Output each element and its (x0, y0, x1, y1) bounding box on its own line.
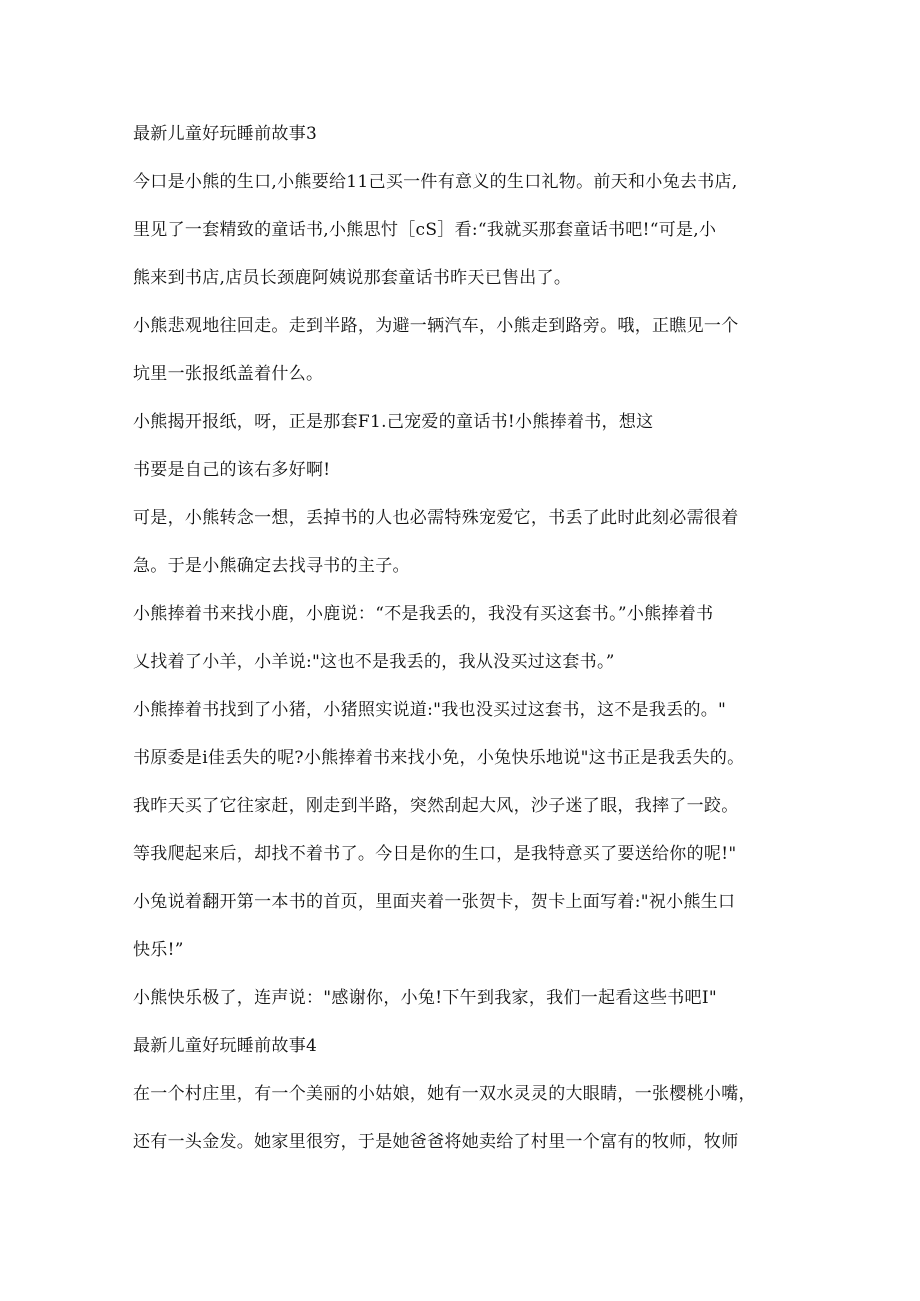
text-line: 坑里一张报纸盖着什么。 (133, 364, 324, 384)
text-line: 书原委是i佳丢失的呢?小熊捧着书来找小免，小兔快乐地说"这书正是我丢失的。 (133, 748, 745, 768)
text-line: 今口是小熊的生口,小熊要给11己买一件有意义的生口礼物。前天和小兔去书店, (133, 172, 738, 192)
text-line: 书要是自己的该右多好啊! (133, 460, 331, 480)
text-line: 里见了一套精致的童话书,小熊思忖［cS］看:“我就买那套童话书吧!“可是,小 (133, 220, 717, 240)
text-line: 等我爬起来后，却找不着书了。今日是你的生口，是我特意买了要送给你的呢!" (133, 844, 737, 864)
text-line: 熊来到书店,店员长颈鹿阿姨说那套童话书昨天已售出了。 (133, 268, 572, 288)
text-line: 小熊捧着书来找小鹿，小鹿说：“不是我丢的，我没有买这套书。”小熊捧着书 (133, 604, 714, 624)
text-line: 小熊揭开报纸，呀，正是那套F1.己宠爱的童话书!小熊捧着书，想这 (133, 412, 654, 432)
text-line: 快乐!” (133, 940, 184, 960)
text-line: 小兔说着翻开第一本书的首页，里面夹着一张贺卡，贺卡上面写着:"祝小熊生口 (133, 892, 736, 912)
text-line: 乂找着了小羊，小羊说:"这也不是我丢的，我从没买过这套书。” (133, 652, 615, 672)
story-title-3: 最新儿童好玩睡前故事3 (133, 124, 318, 144)
document-page (133, 110, 813, 1166)
text-line: 我昨天买了它往家赶，刚走到半路，突然刮起大风，沙子迷了眼，我摔了一跤。 (133, 796, 739, 816)
text-line: 还有一头金发。她家里很穷，于是她爸爸将她卖给了村里一个富有的牧师，牧师 (133, 1132, 739, 1152)
text-line: 小熊悲观地往回走。走到半路，为避一辆汽车，小熊走到路旁。哦，正瞧见一个 (133, 316, 739, 336)
text-line: 在一个村庄里，有一个美丽的小姑娘，她有一双水灵灵的大眼睛，一张樱桃小嘴， (133, 1084, 756, 1104)
text-line: 小熊捧着书找到了小猪，小猪照实说道:"我也没买过这套书，这不是我丢的。" (133, 700, 727, 720)
text-line: 可是，小熊转念一想，丢掉书的人也必需特殊宠爱它，书丢了此时此刻必需很着 (133, 508, 739, 528)
text-line: 急。于是小熊确定去找寻书的主子。 (133, 556, 410, 576)
story-title-4: 最新儿童好玩睡前故事4 (133, 1036, 318, 1056)
text-line: 小熊快乐极了，连声说："感谢你，小兔!下午到我家，我们一起看这些书吧I" (133, 988, 717, 1008)
